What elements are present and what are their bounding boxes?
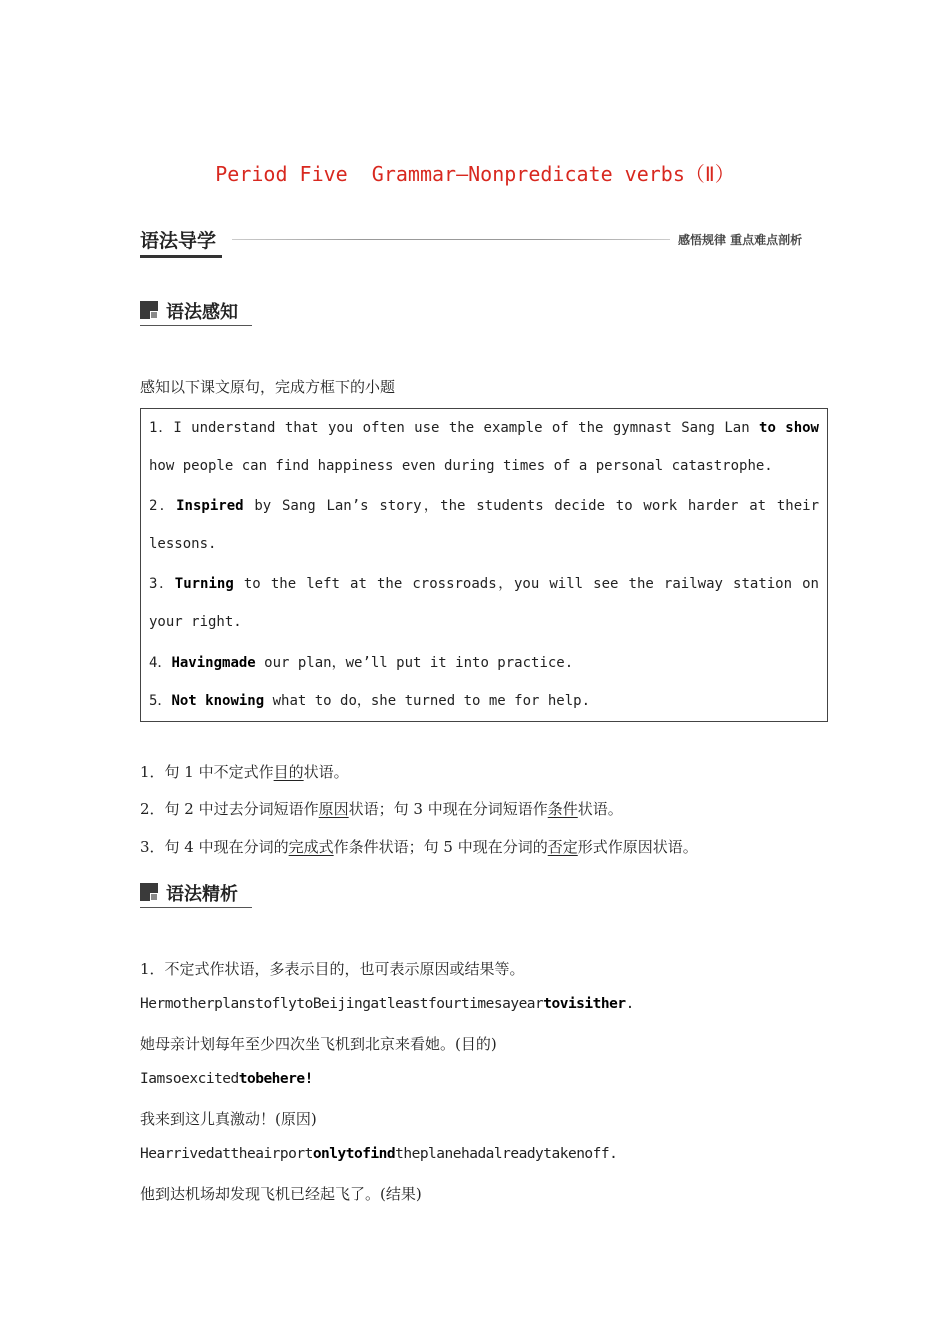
band-underline <box>140 255 222 258</box>
square-bullet-icon <box>140 883 158 901</box>
answer-1: 1．句 1 中不定式作目的状语。 <box>140 763 349 781</box>
example-1-en: HermotherplanstoflytoBeijingatleastfourtimesayeartovisither. <box>140 996 634 1012</box>
sentence-1-line-2: how people can find happiness even during times of a personal catastrophe. <box>149 458 773 474</box>
section1-intro: 感知以下课文原句，完成方框下的小题 <box>140 378 396 396</box>
sentence-2-line-2: lessons. <box>149 536 217 552</box>
answer-2: 2．句 2 中过去分词短语作原因状语；句 3 中现在分词短语作条件状语。 <box>140 800 623 818</box>
sentence-3-line-2: your right. <box>149 614 242 630</box>
sentence-5: 5．Not knowing what to do，she turned to me for help. <box>149 693 591 709</box>
example-sentence-box <box>140 408 828 722</box>
section-band-label: 语法导学 <box>140 230 217 252</box>
example-2-cn: 我来到这儿真激动！(原因) <box>140 1110 317 1128</box>
page-title: Period Five Grammar—Nonpredicate verbs（Ⅱ） <box>215 162 735 186</box>
sentence-4: 4．Havingmade our plan，we’ll put it into practice. <box>149 655 574 671</box>
band-divider-line <box>232 239 670 240</box>
example-1-cn: 她母亲计划每年至少四次坐飞机到北京来看她。(目的) <box>140 1035 497 1053</box>
section1-heading-label: 语法感知 <box>166 302 238 323</box>
sentence-2-line-1: 2．Inspired by Sang Lan’s story，the students decide to work harder at their <box>149 498 819 514</box>
sentence-3-line-1: 3．Turning to the left at the crossroads，you will see the railway station on <box>149 576 819 592</box>
section2-heading-label: 语法精析 <box>166 884 238 905</box>
answer-3: 3．句 4 中现在分词的完成式作条件状语；句 5 中现在分词的否定形式作原因状语。 <box>140 838 698 856</box>
example-3-en: Hearrivedattheairportonlytofindtheplanehadalreadytakenoff. <box>140 1146 618 1162</box>
example-2-en: Iamsoexcitedtobehere! <box>140 1071 313 1087</box>
sentence-1-line-1: 1．I understand that you often use the example of the gymnast Sang Lan to show <box>149 420 819 436</box>
grammar-rule-1: 1．不定式作状语，多表示目的，也可表示原因或结果等。 <box>140 960 525 978</box>
band-subtitle: 感悟规律 重点难点剖析 <box>678 233 803 247</box>
square-bullet-icon <box>140 301 158 319</box>
example-3-cn: 他到达机场却发现飞机已经起飞了。(结果) <box>140 1185 422 1203</box>
